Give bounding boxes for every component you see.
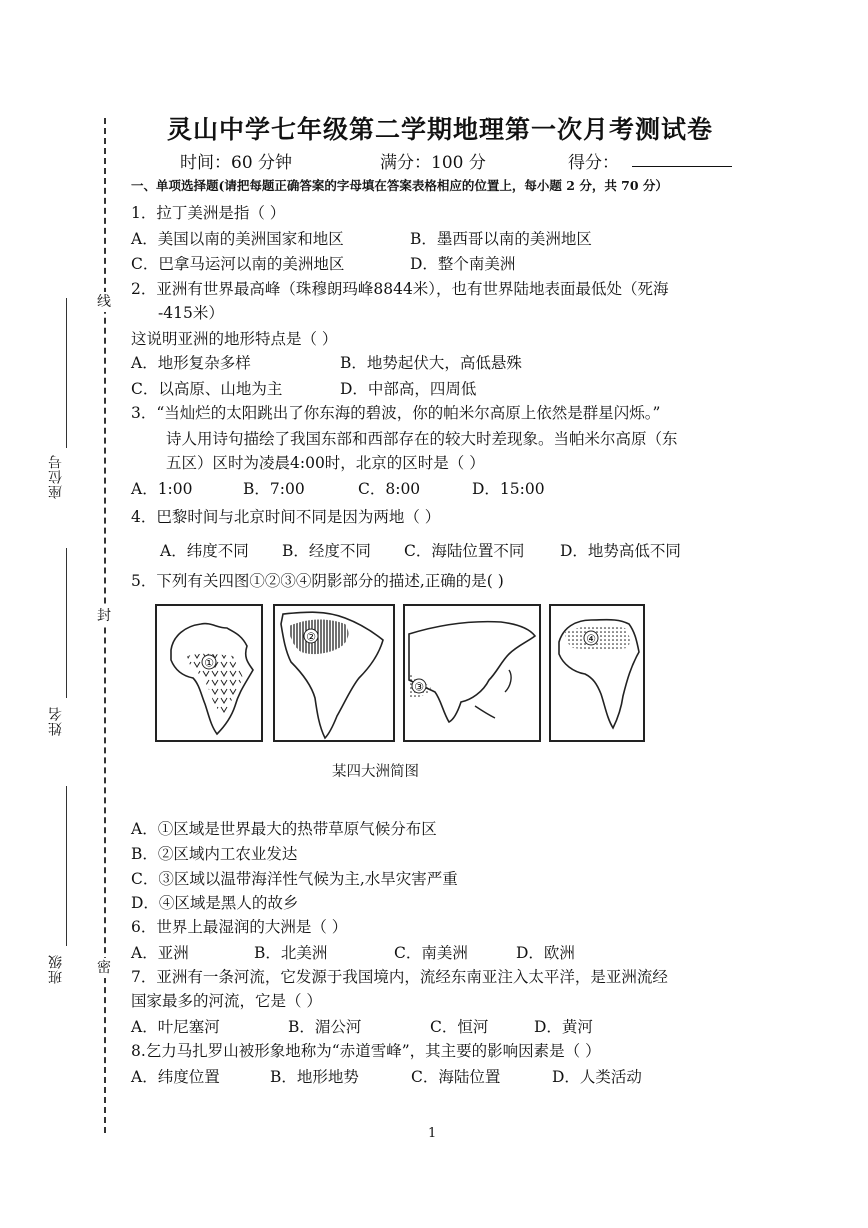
map-africa bbox=[155, 604, 263, 742]
class-label: 班级 bbox=[48, 954, 64, 984]
continent-maps-figure bbox=[155, 604, 735, 742]
q7-option-a: A．叶尼塞河 bbox=[131, 1018, 220, 1036]
question-3: 3．“当灿烂的太阳跳出了你东海的碧波，你的帕米尔高原上依然是群星闪烁。” bbox=[131, 404, 661, 422]
q4-option-b: B．经度不同 bbox=[282, 542, 371, 560]
q2-option-d: D．中部高，四周低 bbox=[340, 380, 477, 398]
class-line bbox=[66, 786, 67, 946]
q3-option-b: B．7:00 bbox=[243, 480, 305, 498]
q2-option-a: A．地形复杂多样 bbox=[131, 354, 251, 372]
binding-tag-line: 线 bbox=[94, 292, 114, 312]
q3-option-a: A．1:00 bbox=[131, 480, 193, 498]
q8-option-d: D．人类活动 bbox=[552, 1068, 642, 1086]
question-1: 1．拉丁美洲是指（ ） bbox=[131, 204, 286, 222]
question-2: 2．亚洲有世界最高峰（珠穆朗玛峰8844米），也有世界陆地表面最低处（死海 bbox=[131, 280, 669, 298]
q7-option-b: B．湄公河 bbox=[288, 1018, 362, 1036]
q5-option-b: B．②区域内工农业发达 bbox=[131, 845, 298, 863]
q4-option-c: C．海陆位置不同 bbox=[404, 542, 525, 560]
binding-tag-seal: 封 bbox=[94, 606, 114, 626]
q6-option-b: B．北美洲 bbox=[254, 944, 328, 962]
question-3-cont-2: 五区）区时为凌晨4:00时，北京的区时是（ ） bbox=[166, 454, 485, 472]
exam-title: 灵山中学七年级第二学期地理第一次月考测试卷 bbox=[166, 115, 713, 144]
q6-option-c: C．南美洲 bbox=[394, 944, 468, 962]
map-marker-1: ① bbox=[204, 656, 214, 670]
exam-full-score: 满分：100 分 bbox=[380, 153, 486, 173]
q8-option-c: C．海陆位置 bbox=[411, 1068, 501, 1086]
q7-option-c: C．恒河 bbox=[430, 1018, 489, 1036]
score-blank bbox=[632, 166, 732, 167]
q4-option-a: A．纬度不同 bbox=[160, 542, 249, 560]
question-4: 4．巴黎时间与北京时间不同是因为两地（ ） bbox=[131, 508, 441, 526]
q6-option-d: D．欧洲 bbox=[516, 944, 575, 962]
exam-score-label: 得分： bbox=[568, 153, 619, 173]
exam-time: 时间：60 分钟 bbox=[180, 153, 293, 173]
question-2-cont: -415米） bbox=[158, 304, 224, 322]
q3-option-c: C．8:00 bbox=[358, 480, 421, 498]
q5-option-c: C．③区域以温带海洋性气候为主,水旱灾害严重 bbox=[131, 870, 458, 888]
q1-option-d: D．整个南美洲 bbox=[410, 255, 516, 273]
name-label: 姓名 bbox=[48, 706, 64, 736]
map-marker-2: ② bbox=[306, 630, 316, 644]
q3-option-d: D．15:00 bbox=[472, 480, 545, 498]
question-8: 8.乞力马扎罗山被形象地称为“赤道雪峰”，其主要的影响因素是（ ） bbox=[131, 1042, 601, 1060]
q1-option-c: C．巴拿马运河以南的美洲地区 bbox=[131, 255, 345, 273]
question-6: 6．世界上最湿润的大洲是（ ） bbox=[131, 918, 348, 936]
q1-option-b: B．墨西哥以南的美洲地区 bbox=[410, 230, 592, 248]
question-3-cont-1: 诗人用诗句描绘了我国东部和西部存在的较大时差现象。当帕米尔高原（东 bbox=[166, 430, 678, 448]
q6-option-a: A．亚洲 bbox=[131, 944, 189, 962]
q4-option-d: D．地势高低不同 bbox=[560, 542, 681, 560]
page-number: 1 bbox=[428, 1126, 437, 1141]
figure-caption: 某四大洲简图 bbox=[332, 764, 419, 780]
map-asia bbox=[403, 604, 541, 742]
binding-tag-secret: 密 bbox=[94, 958, 114, 978]
map-marker-4: ④ bbox=[586, 632, 596, 646]
q5-option-d: D．④区域是黑人的故乡 bbox=[131, 894, 299, 912]
q5-option-a: A．①区域是世界最大的热带草原气候分布区 bbox=[131, 820, 437, 838]
question-7: 7．亚洲有一条河流，它发源于我国境内，流经东南亚注入太平洋，是亚洲流经 bbox=[131, 968, 668, 986]
q8-option-b: B．地形地势 bbox=[270, 1068, 359, 1086]
seat-number-label: 座位号 bbox=[48, 454, 64, 499]
q7-option-d: D．黄河 bbox=[534, 1018, 593, 1036]
q8-option-a: A．纬度位置 bbox=[131, 1068, 220, 1086]
seat-number-line bbox=[66, 298, 67, 448]
name-line bbox=[66, 548, 67, 698]
section-heading: 一、单项选择题(请把每题正确答案的字母填在答案表格相应的位置上，每小题 2 分，共 70 分） bbox=[131, 178, 668, 193]
map-south-america bbox=[273, 604, 395, 742]
q1-option-a: A．美国以南的美洲国家和地区 bbox=[131, 230, 344, 248]
q2-option-b: B．地势起伏大，高低悬殊 bbox=[340, 354, 522, 372]
q2-option-c: C．以高原、山地为主 bbox=[131, 380, 283, 398]
question-2-stem: 这说明亚洲的地形特点是（ ） bbox=[131, 330, 338, 348]
map-africa-north bbox=[549, 604, 645, 742]
question-7-cont: 国家最多的河流，它是（ ） bbox=[131, 992, 322, 1010]
map-marker-3: ③ bbox=[414, 680, 424, 694]
question-5: 5．下列有关四图①②③④阴影部分的描述,正确的是( ) bbox=[131, 572, 504, 590]
